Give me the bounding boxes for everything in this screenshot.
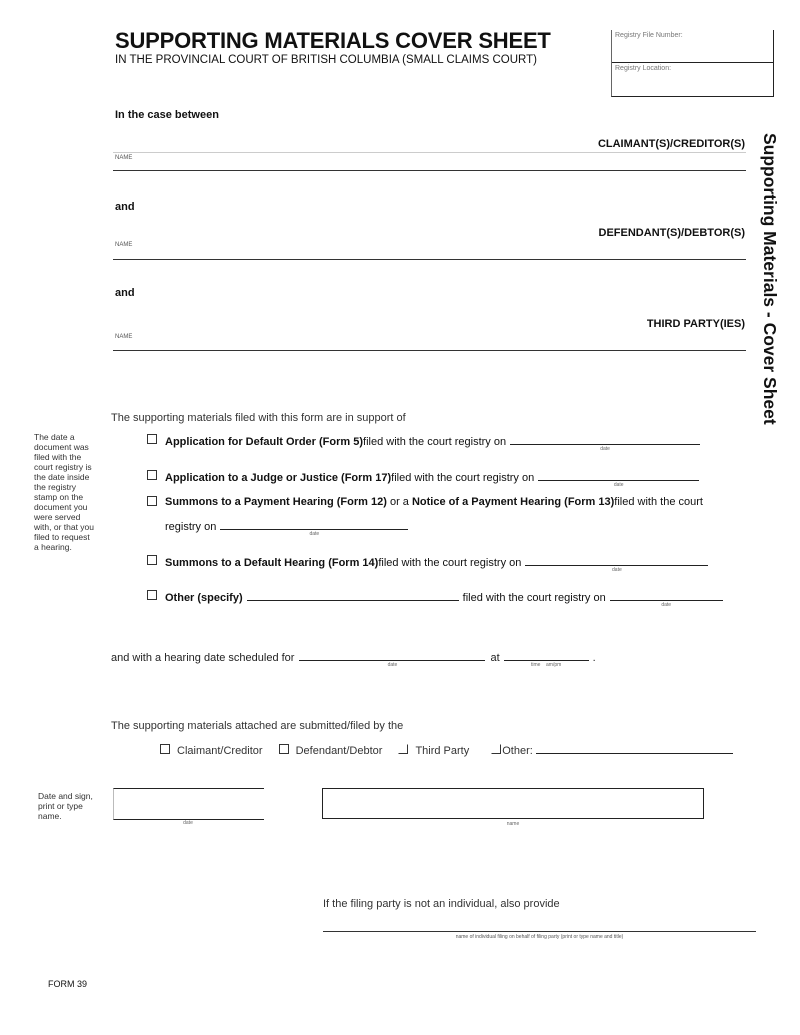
third-party-option-label: Third Party [415,745,470,757]
claimant-checkbox[interactable] [160,744,170,754]
form5-date-field[interactable] [510,434,700,452]
claimant-option-label: Claimant/Creditor [177,745,263,757]
third-party-name-field[interactable] [113,350,746,351]
form14-date-field[interactable] [525,555,708,573]
form14-checkbox[interactable] [147,555,157,565]
defendant-name-caption: NAME [115,242,133,248]
hearing-text: and with a hearing date scheduled for [111,652,295,664]
form13-label: Notice of a Payment Hearing (Form 13) [411,496,615,508]
signature-date-field[interactable] [113,788,264,820]
form-number: FORM 39 [48,979,88,989]
hearing-date-field[interactable] [299,650,485,668]
form12-13-date-field[interactable] [220,519,408,537]
hearing-end: . [592,652,596,664]
form-title: SUPPORTING MATERIALS COVER SHEET [115,28,551,53]
registry-file-number-label: Registry File Number: [615,32,683,39]
defendant-option-label: Defendant/Debtor [295,745,383,757]
other-option [165,590,723,608]
registry-file-number-field[interactable] [612,30,773,63]
date-caption: date [613,482,624,488]
support-intro: The supporting materials filed with this form are in support of [111,412,406,424]
form17-label: Application to a Judge or Justice (Form 17) [165,472,392,484]
form5-option [165,434,700,452]
other-date-field[interactable] [610,590,723,608]
form14-label: Summons to a Default Hearing (Form 14) [165,557,379,569]
form17-checkbox[interactable] [147,470,157,480]
defendant-name-field[interactable] [113,259,746,260]
hearing-date-caption: date [387,662,398,668]
hearing-row [111,650,596,668]
form5-rest: filed with the court registry on [363,436,507,448]
hearing-time-field[interactable] [504,650,589,668]
and-connector: and [115,201,135,213]
other-label: Other (specify) [165,592,243,604]
form12-13-line2 [165,519,408,537]
claimant-name-caption: NAME [115,155,133,161]
date-caption: date [612,567,622,573]
case-intro: In the case between [115,109,219,121]
defendant-role-label: DEFENDANT(S)/DEBTOR(S) [598,227,745,239]
form14-option [165,555,708,573]
date-caption: date [600,446,610,452]
date-caption: date [661,602,672,608]
form17-date-field[interactable] [538,470,699,488]
registry-location-label: Registry Location: [615,65,672,72]
signature-date-caption: date [183,820,193,826]
defendant-checkbox[interactable] [279,744,289,754]
date-side-note: The date a document was filed with the court registry is the date inside the registry stamp on the document you were served with, or that you filed to request a hearing. [34,432,95,552]
non-individual-text: If the filing party is not an individual, also provide [323,898,560,910]
non-individual-caption: name of individual filing on behalf of filing party (print or type name and title) [455,934,624,940]
third-party-role-label: THIRD PARTY(IES) [646,318,745,330]
signature-name-caption: name [506,821,520,827]
other-party-option-label: Other: [502,745,533,757]
other-party-specify-field[interactable] [536,743,733,754]
hearing-time-caption: time am/pm [531,662,562,668]
form14-rest: filed with the court registry on [378,557,522,569]
form12-13-option [165,496,703,508]
divider [113,152,746,153]
form17-option [165,470,699,488]
and-connector: and [115,287,135,299]
other-rest: filed with the court registry on [462,592,606,604]
form-subtitle: IN THE PROVINCIAL COURT OF BRITISH COLUMBIA (SMALL CLAIMS COURT) [115,54,537,66]
other-specify-field[interactable] [247,590,459,601]
registry-location-field[interactable] [612,63,773,96]
form5-label: Application for Default Order (Form 5) [165,436,364,448]
form12-label: Summons to a Payment Hearing (Form 12) [165,496,387,508]
form12-13-registry-on: registry on [165,521,217,533]
form17-rest: filed with the court registry on [391,472,535,484]
third-party-name-caption: NAME [115,334,133,340]
signature-name-field[interactable] [322,788,704,819]
form12-13-connector: or a [386,496,412,508]
claimant-name-field[interactable] [113,170,746,171]
submitted-by-options [160,743,733,757]
form12-13-checkbox[interactable] [147,496,157,506]
claimant-role-label: CLAIMANT(S)/CREDITOR(S) [597,138,745,150]
non-individual-name-field[interactable] [323,931,756,932]
other-checkbox[interactable] [147,590,157,600]
third-party-checkbox[interactable] [398,744,408,754]
form5-checkbox[interactable] [147,434,157,444]
side-title [753,133,783,478]
date-caption: date [309,531,320,537]
signature-side-note: Date and sign, print or type name. [38,791,93,821]
form12-13-rest: filed with the court [614,496,703,508]
submitted-by-intro: The supporting materials attached are submitted/filed by the [111,720,404,732]
registry-box [611,30,774,97]
other-party-checkbox[interactable] [491,744,501,754]
side-title-text: Supporting Materials - Cover Sheet [760,133,780,425]
hearing-at: at [490,652,500,664]
